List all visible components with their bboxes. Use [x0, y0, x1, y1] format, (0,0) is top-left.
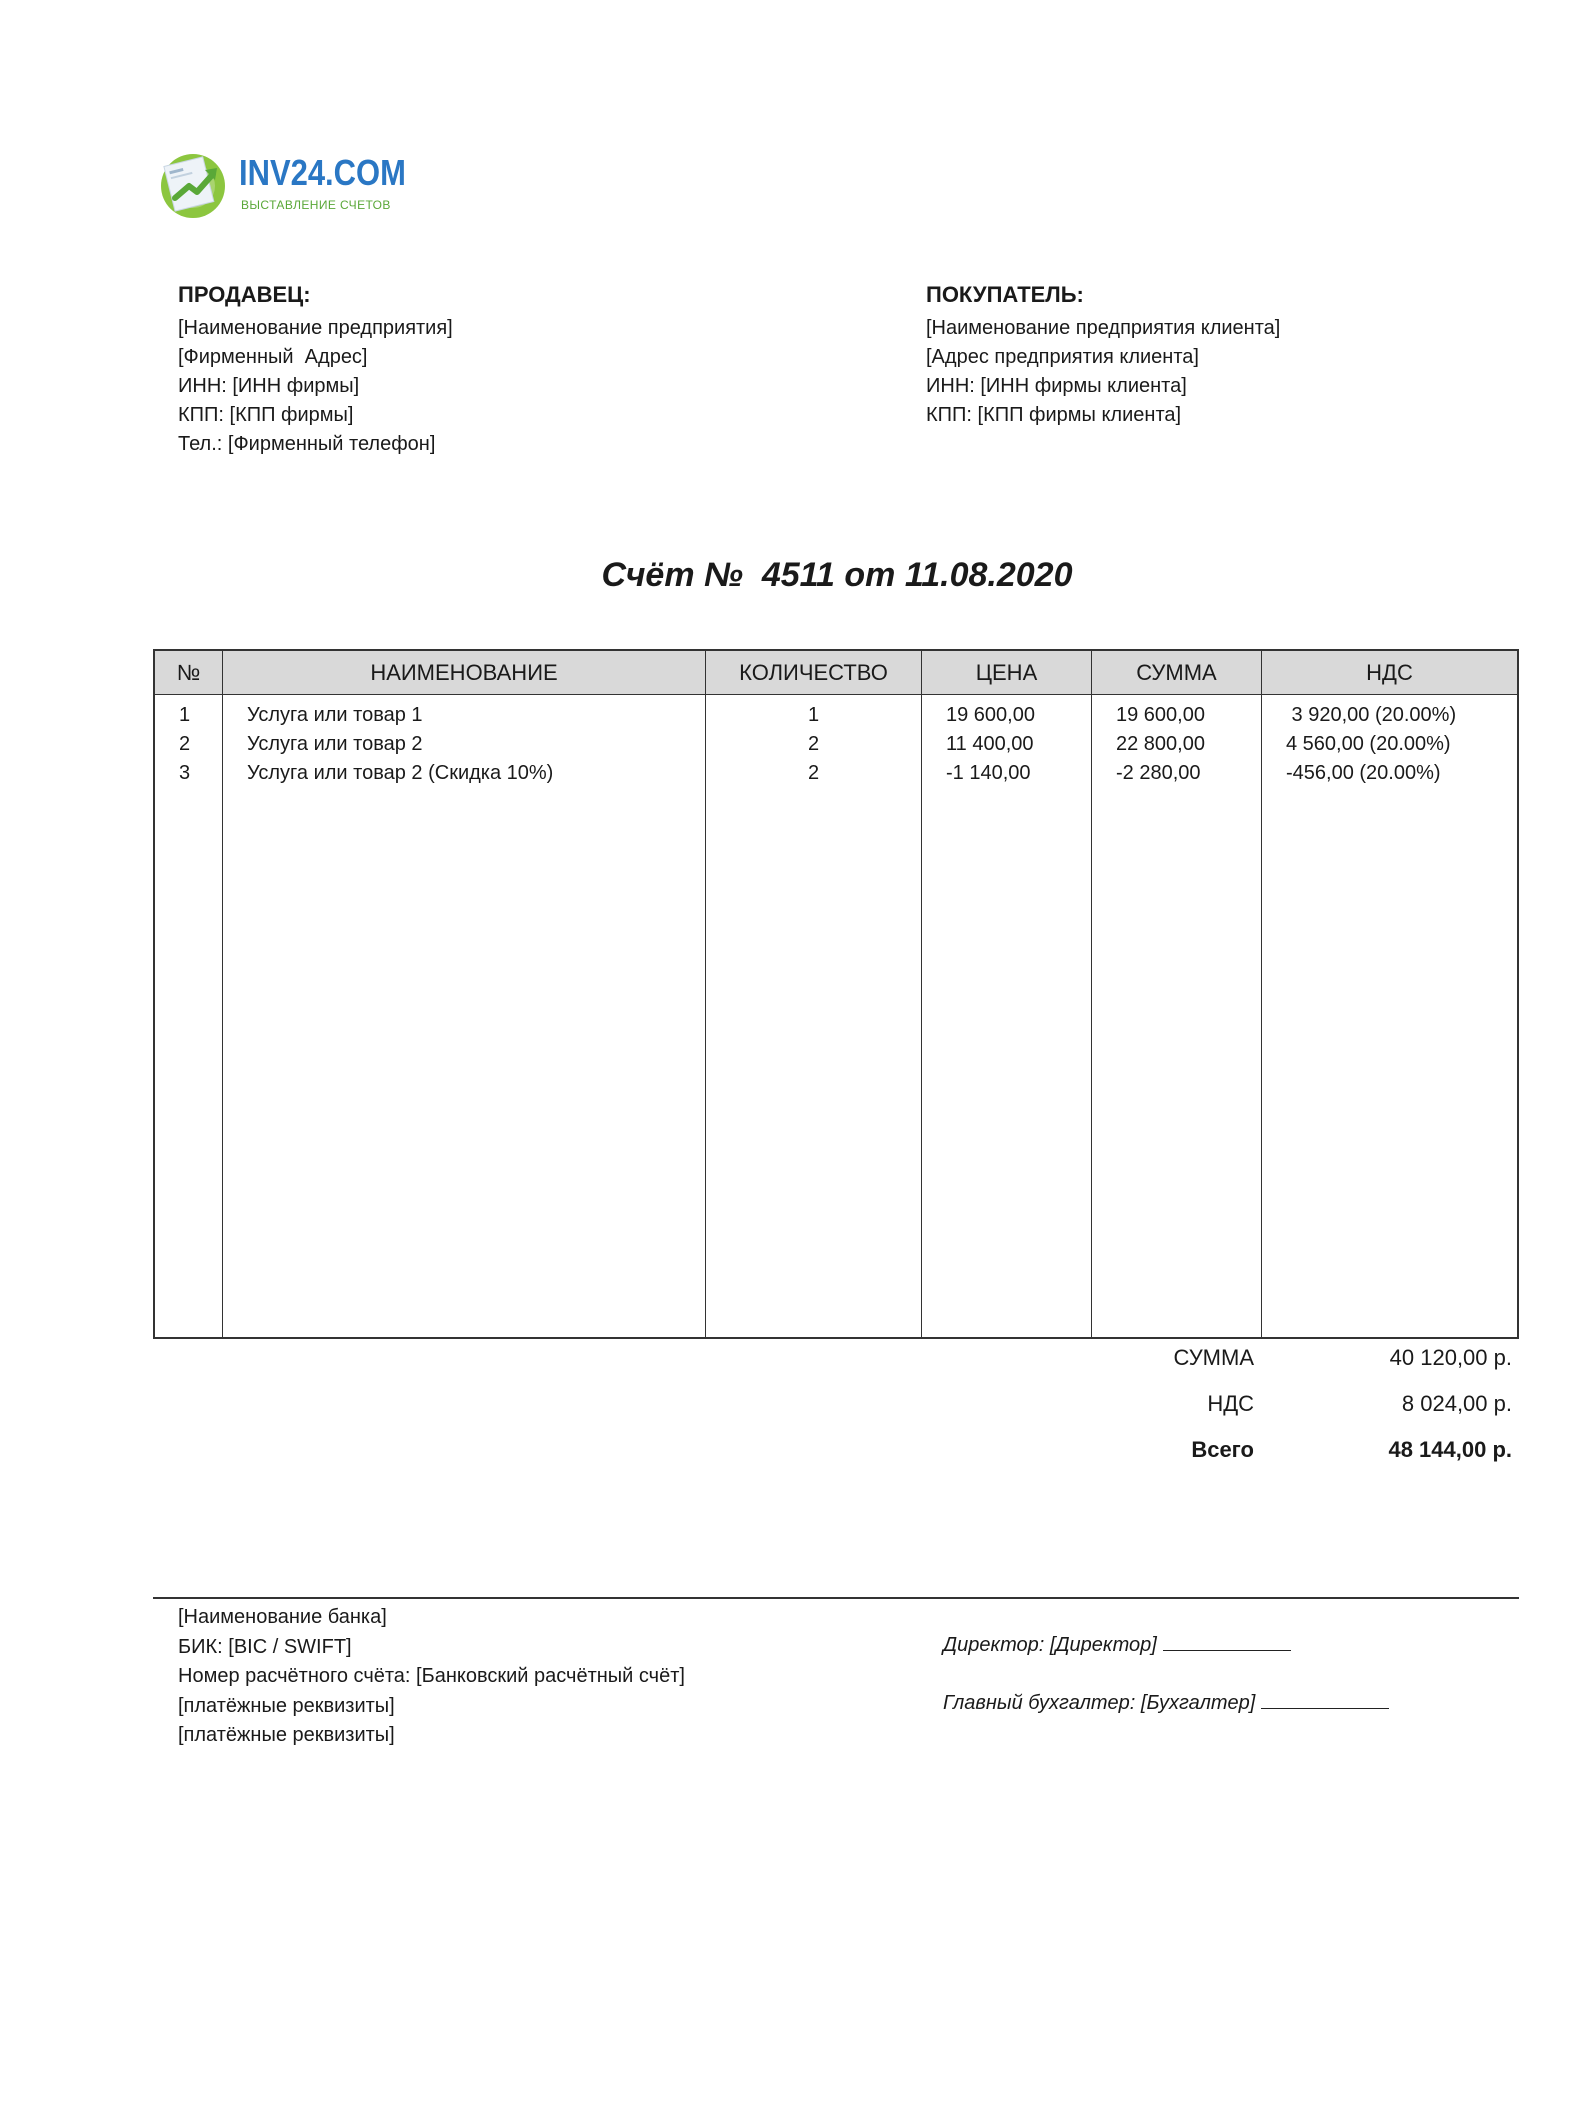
column-header-number: №	[155, 651, 222, 695]
bank-bic: БИК: [BIC / SWIFT]	[178, 1635, 352, 1658]
items-table	[153, 649, 1519, 1339]
seller-block	[178, 280, 453, 459]
seller-heading: ПРОДАВЕЦ:	[178, 282, 311, 307]
buyer-kpp: КПП: [КПП фирмы клиента]	[926, 404, 1182, 426]
seller-phone: Тел.: [Фирменный телефон]	[178, 433, 436, 455]
row-1-name: Услуга или товар 1	[247, 704, 423, 726]
row-3-vat: -456,00 (20.00%)	[1286, 762, 1441, 784]
invoice-logo-icon	[155, 146, 231, 222]
bank-name: [Наименование банка]	[178, 1606, 387, 1628]
column-header-quantity: КОЛИЧЕСТВО	[706, 651, 921, 695]
buyer-block	[926, 280, 1280, 430]
row-3-number: 3	[179, 762, 191, 784]
director-signature-label: Директор: [Директор]	[943, 1634, 1157, 1656]
row-1-sum: 19 600,00	[1116, 704, 1205, 726]
accountant-signature	[943, 1690, 1389, 1715]
column-header-vat: НДС	[1262, 651, 1517, 695]
row-3-sum: -2 280,00	[1116, 762, 1201, 784]
column-name	[223, 651, 706, 1337]
logo-brand-text: INV24.COM	[239, 152, 406, 193]
column-price	[922, 651, 1092, 1337]
totals-vat-label: НДС	[1207, 1391, 1254, 1416]
payment-details-2: [платёжные реквизиты]	[178, 1724, 395, 1746]
director-signature-line	[1163, 1632, 1291, 1651]
company-logo	[155, 146, 405, 222]
totals-block	[1100, 1345, 1512, 1483]
row-3-price: -1 140,00	[946, 762, 1031, 784]
totals-sum-value: 40 120,00 р.	[1389, 1345, 1512, 1370]
column-vat	[1262, 651, 1517, 1337]
seller-company-name: [Наименование предприятия]	[178, 317, 453, 339]
row-2-sum: 22 800,00	[1116, 733, 1205, 755]
row-2-vat: 4 560,00 (20.00%)	[1286, 733, 1451, 755]
row-2-number: 2	[179, 733, 191, 755]
row-1-price: 19 600,00	[946, 704, 1035, 726]
seller-kpp: КПП: [КПП фирмы]	[178, 404, 354, 426]
row-3-quantity: 2	[807, 762, 820, 784]
column-number	[155, 651, 223, 1337]
column-header-name: НАИМЕНОВАНИЕ	[223, 651, 705, 695]
column-header-price: ЦЕНА	[922, 651, 1091, 695]
column-quantity	[706, 651, 922, 1337]
totals-grand-value: 48 144,00 р.	[1388, 1437, 1512, 1462]
totals-grand-row	[1100, 1437, 1512, 1483]
totals-sum-label: СУММА	[1173, 1345, 1254, 1370]
accountant-signature-line	[1261, 1690, 1389, 1709]
row-2-price: 11 400,00	[946, 733, 1034, 755]
footer-divider	[153, 1597, 1519, 1599]
bank-account: Номер расчётного счёта: [Банковский расчётный счёт]	[178, 1665, 685, 1687]
row-2-quantity: 2	[807, 733, 820, 755]
buyer-address: [Адрес предприятия клиента]	[926, 346, 1199, 368]
buyer-company-name: [Наименование предприятия клиента]	[926, 317, 1281, 339]
invoice-title: Счёт № 4511 от 11.08.2020	[601, 556, 1073, 594]
payment-details-1: [платёжные реквизиты]	[178, 1694, 395, 1717]
totals-grand-label: Всего	[1191, 1437, 1254, 1462]
logo-tagline: ВЫСТАВЛЕНИЕ СЧЕТОВ	[241, 198, 391, 212]
buyer-inn: ИНН: [ИНН фирмы клиента]	[926, 375, 1187, 397]
bank-details	[178, 1603, 685, 1751]
totals-vat-row	[1100, 1391, 1512, 1437]
totals-sum-row	[1100, 1345, 1512, 1391]
accountant-signature-label: Главный бухгалтер: [Бухгалтер]	[943, 1692, 1256, 1714]
column-sum	[1092, 651, 1262, 1337]
buyer-heading: ПОКУПАТЕЛЬ:	[926, 282, 1084, 307]
row-1-vat: 3 920,00 (20.00%)	[1286, 704, 1457, 726]
totals-vat-value: 8 024,00 р.	[1401, 1391, 1512, 1416]
row-1-number: 1	[179, 704, 191, 726]
row-3-name: Услуга или товар 2 (Скидка 10%)	[247, 762, 554, 784]
director-signature	[943, 1632, 1291, 1657]
column-header-sum: СУММА	[1092, 651, 1261, 695]
row-1-quantity: 1	[807, 704, 820, 726]
seller-inn: ИНН: [ИНН фирмы]	[178, 375, 360, 397]
seller-address: [Фирменный Адрес]	[178, 346, 368, 368]
row-2-name: Услуга или товар 2	[247, 733, 423, 755]
